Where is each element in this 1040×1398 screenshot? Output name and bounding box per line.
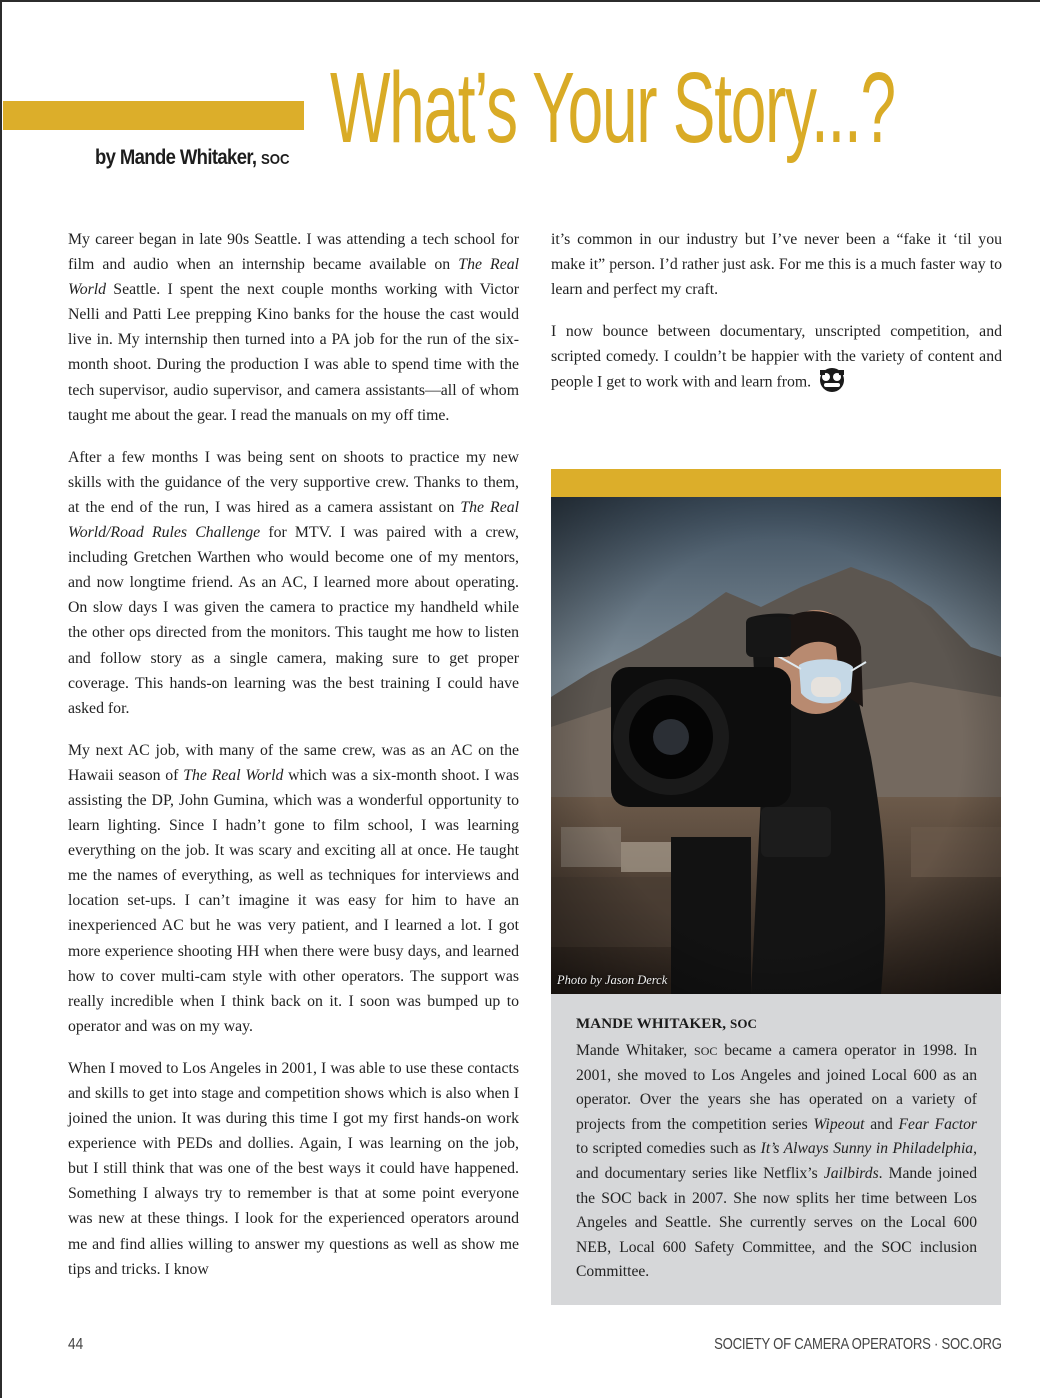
article-column-right: [551, 227, 1002, 414]
paragraph-4: When I moved to Los Angeles in 2001, I was able to use these contacts and skills to get into stage and competition shows which is also when I joined the union. It was during this time I got my first hands-on work experience with PEDs and dollies. Again, I was learning on the job, but I still think that was one of the best ways it could have happened. Something I always try to remember is that at some point everyone was new at these things. I look for the experienced operators around me and find allies willing to answer my questions as well as show me tips and tricks. I know: [68, 1059, 519, 1278]
paragraph-5: it’s common in our industry but I’ve never been a “fake it ‘til you make it” person. I’d rather just ask. For me this is a much faster way to learn and perfect my craft.: [551, 231, 1002, 299]
bio-box: [551, 994, 1001, 1305]
paragraph-2: After a few months I was being sent on shoots to practice my new skills with the guidance of the very supportive crew. Thanks to them, at the end of the run, I was hired as a camera assistant on The Real World/Road Rules Challenge for MTV. I was paired with a crew, including Gretchen Warthen who would become one of my mentors, and now longtime friend. As an AC, I learned more about operating. On slow days I was given the camera to practice my handheld while the other ops directed from the monitors. This taught me how to listen and follow story as a single camera, making sure to get proper coverage. This hands-on learning was the best training I could have asked for.: [68, 448, 520, 717]
page-title: What’s Your Story...?: [330, 52, 895, 164]
byline: [95, 146, 290, 170]
photo-camera-operator: [551, 497, 1001, 994]
byline-author: by Mande Whitaker,: [95, 146, 257, 169]
soc-end-mark-icon: [817, 366, 847, 394]
page-number: 44: [68, 1336, 84, 1353]
byline-soc: SOC: [260, 151, 290, 168]
photo-illustration: [551, 497, 1001, 994]
bio-text: Mande Whitaker, SOC became a camera operator in 1998. In 2001, she moved to Los Angeles and joined Local 600 as an operator. Over the years she has operated on a variety of projects from the competition series Wipeout and Fear Factor to scripted comedies such as It’s Always Sunny in Philadelphia, and documentary series like Netflix’s Jailbirds. Mande joined the SOC back in 2007. She now splits her time between Los Angeles and Seattle. She currently serves on the Local 600 NEB, Local 600 Safety Committee, and the SOC inclusion Committee.: [576, 1042, 978, 1281]
bio-name: MANDE WHITAKER, SOC: [576, 1016, 758, 1032]
paragraph-3: My next AC job, with many of the same crew, was as an AC on the Hawaii season of The Real World which was a six-month shoot. I was assisting the DP, John Gumina, which was a wonderful opportunity to learn lighting. Since I hadn’t gone to film school, I was learning everything on the job. It was scary and exciting all at once. He taught me the names of everything, as well as techniques for interviews and location set-ups. I can’t imagine it was easy for him to have an inexperienced AC but he was very patient, and I learned a lot. I got more experience shooting HH when there were busy days, and learned how to cover multi-cam style with other operators. The support was really incredible when I think back on it. I soon was bumped up to operator and was on my way.: [68, 741, 519, 1035]
photo-accent-bar: [551, 469, 1001, 497]
footer-publication: SOCIETY OF CAMERA OPERATORS · SOC.ORG: [714, 1336, 1002, 1353]
title-accent-bar: [3, 101, 304, 130]
photo-credit: Photo by Jason Derck: [557, 973, 668, 987]
paragraph-6: I now bounce between documentary, unscripted competition, and scripted comedy. I couldn’t be happier with the variety of content and people I get to work with and learn from.: [551, 319, 1002, 397]
article-column-left: [68, 227, 519, 1299]
paragraph-1: My career began in late 90s Seattle. I was attending a tech school for film and audio when an internship became available on The Real World Seattle. I spent the next couple months working with Victor Nelli and Patti Lee prepping Kino banks for the house the cast would live in. My internship then turned into a PA job for the run of the six-month shoot. During the production I was able to spend time with the tech supervisor, audio supervisor, and camera assistants—all of whom taught me about the gear. I read the manuals on my off time.: [68, 231, 520, 424]
